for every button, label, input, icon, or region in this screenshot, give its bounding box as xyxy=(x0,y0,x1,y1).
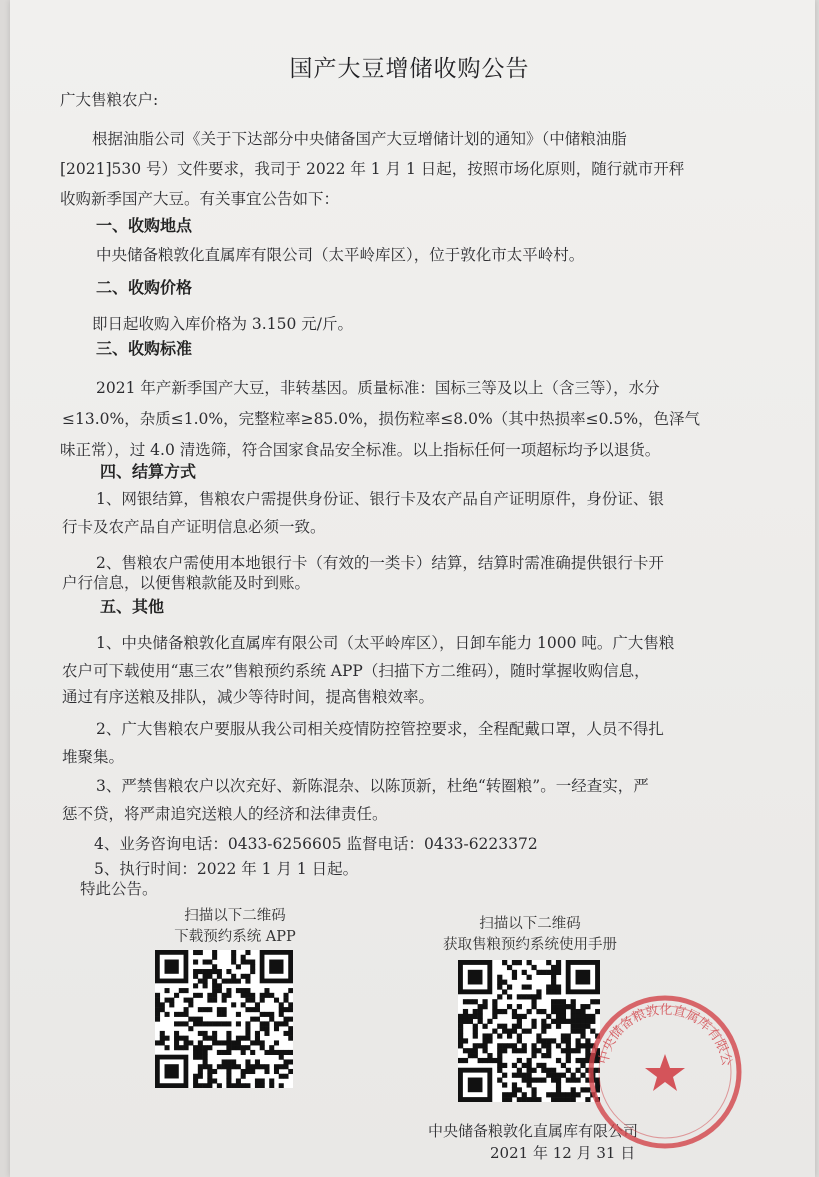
salutation: 广大售粮农户: xyxy=(60,91,159,109)
qr-right-caption-line1: 扫描以下二维码 xyxy=(479,916,581,932)
svg-text:中央储备粮敦化直属库有限公司: 中央储备粮敦化直属库有限公 xyxy=(596,1002,734,1068)
section-heading-settlement: 四、结算方式 xyxy=(100,462,197,481)
qr-pattern xyxy=(155,950,293,1088)
intro-line: 收购新季国产大豆。有关事宜公告如下： xyxy=(60,190,340,208)
section-text: 惩不贷，将严肃追究送粮人的经济和法律责任。 xyxy=(62,805,388,823)
signature-date: 2021 年 12 月 31 日 xyxy=(490,1144,636,1162)
section-heading-location: 一、收购地点 xyxy=(96,216,193,235)
section-text: 即日起收购入库价格为 3.150 元/斤。 xyxy=(92,315,353,333)
section-text: 1、中央储备粮敦化直属库有限公司（太平岭库区），日卸车能力 1000 吨。广大售粮 xyxy=(96,634,675,652)
notice-title: 国产大豆增储收购公告 xyxy=(289,56,530,82)
section-text: 通过有序送粮及排队，减少等待时间，提高售粮效率。 xyxy=(62,688,435,706)
section-text: 行卡及农产品自产证明信息必须一致。 xyxy=(62,518,326,536)
seal-star-icon xyxy=(645,1054,685,1091)
section-text: 2、售粮农户需使用本地银行卡（有效的一类卡）结算，结算时需准确提供银行卡开 xyxy=(96,554,664,572)
section-text: 中央储备粮敦化直属库有限公司（太平岭库区），位于敦化市太平岭村。 xyxy=(96,246,585,264)
qr-code-user-manual[interactable] xyxy=(458,960,600,1102)
section-text: 2、广大售粮农户要服从我公司相关疫情防控管控要求，全程配戴口罩，人员不得扎 xyxy=(96,720,664,738)
section-heading-standard: 三、收购标准 xyxy=(96,339,193,358)
effective-date: 5、执行时间：2022 年 1 月 1 日起。 xyxy=(94,860,359,878)
section-heading-price: 二、收购价格 xyxy=(96,278,193,297)
section-text: 堆聚集。 xyxy=(62,748,125,766)
official-seal xyxy=(585,992,745,1152)
qr-code-app-download[interactable] xyxy=(155,950,293,1088)
qr-right-caption xyxy=(410,912,650,954)
qr-pattern xyxy=(458,960,600,1102)
section-text: 2021 年产新季国产大豆，非转基因。质量标准：国标三等及以上（含三等），水分 xyxy=(96,379,660,397)
contact-phones: 4、业务咨询电话：0433-6256605 监督电话：0433-6223372 xyxy=(94,835,538,853)
qr-left-caption-line2: 下载预约系统 APP xyxy=(174,929,296,945)
section-text: 1、网银结算，售粮农户需提供身份证、银行卡及农产品自产证明原件，身份证、银 xyxy=(96,490,664,508)
section-text: 农户可下载使用“惠三农”售粮预约系统 APP（扫描下方二维码），随时掌握收购信息， xyxy=(62,662,650,680)
intro-line: 根据油脂公司《关于下达部分中央储备国产大豆增储计划的通知》（中储粮油脂 xyxy=(92,130,627,148)
closing-text: 特此公告。 xyxy=(80,880,158,898)
section-heading-other: 五、其他 xyxy=(100,597,165,616)
section-text: ≤13.0%，杂质≤1.0%，完整粒率≥85.0%，损伤粒率≤8.0%（其中热损率≤0.5%，色泽气 xyxy=(62,410,701,428)
intro-line: [2021]530 号）文件要求，我司于 2022 年 1 月 1 日起，按照市场化原则，随行就市开秤 xyxy=(60,160,685,178)
qr-left-caption-line1: 扫描以下二维码 xyxy=(184,908,286,924)
signature-company: 中央储备粮敦化直属库有限公司 xyxy=(428,1122,639,1140)
section-text: 3、严禁售粮农户以次充好、新陈混杂、以陈顶新，杜绝“转圈粮”。一经查实，严 xyxy=(96,777,649,795)
qr-left-caption xyxy=(150,904,320,946)
qr-right-caption-line2: 获取售粮预约系统使用手册 xyxy=(443,937,617,953)
section-text: 味正常），过 4.0 清选筛，符合国家食品安全标准。以上指标任何一项超标均予以退货。 xyxy=(60,441,661,459)
section-text: 户行信息，以便售粮款能及时到账。 xyxy=(62,574,311,592)
